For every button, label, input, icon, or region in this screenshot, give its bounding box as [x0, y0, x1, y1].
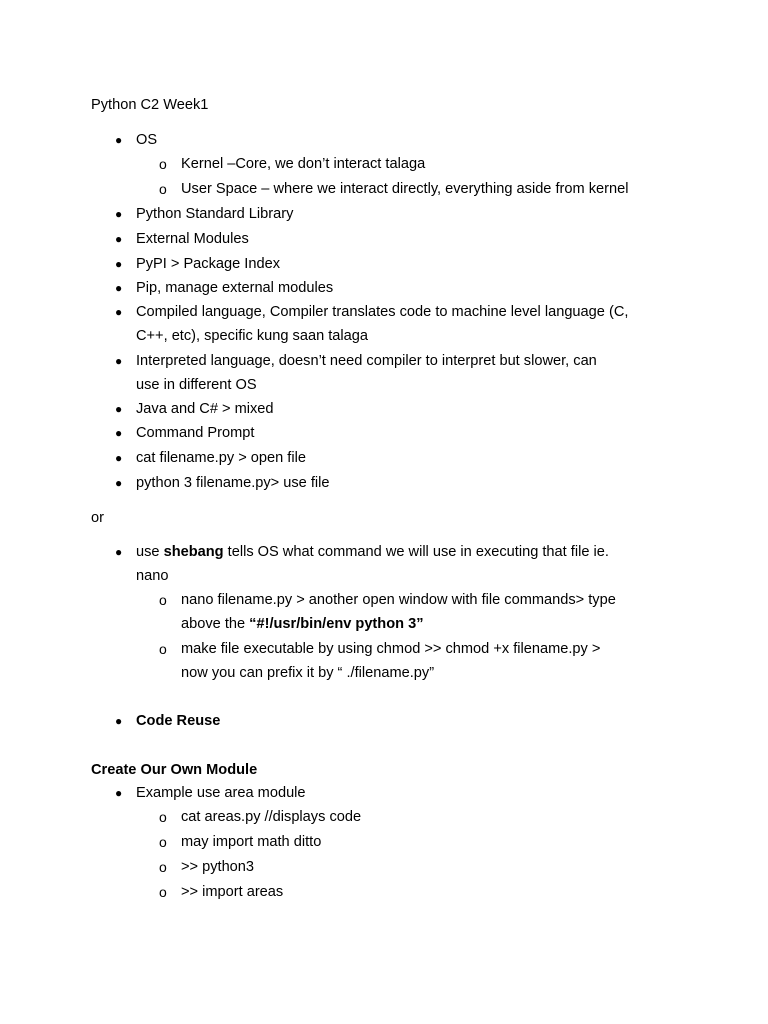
bullet-icon: ●	[115, 451, 123, 465]
list-item: OS	[136, 132, 158, 148]
list-item: cat filename.py > open file	[136, 450, 306, 466]
bullet-icon: ●	[115, 232, 123, 246]
list-item-shebang	[136, 540, 609, 564]
sub-bullet-icon: o	[159, 859, 167, 875]
bullet-icon: ●	[115, 257, 123, 271]
list-item-continuation: use in different OS	[136, 377, 257, 393]
bullet-icon: ●	[115, 305, 123, 319]
list-item: Interpreted language, doesn’t need compiler to interpret but slower, can	[136, 353, 597, 369]
bullet-icon: ●	[115, 426, 123, 440]
list-item-continuation: C++, etc), specific kung saan talaga	[136, 328, 369, 344]
sub-list-item: >> python3	[181, 859, 255, 875]
list-item: Python Standard Library	[136, 206, 294, 222]
list-item: Example use area module	[136, 785, 306, 801]
sub-list-item: Kernel –Core, we don’t interact talaga	[181, 156, 426, 172]
bullet-icon: ●	[115, 133, 123, 147]
shebang-keyword: shebang	[163, 544, 224, 560]
sub-bullet-icon: o	[159, 809, 167, 825]
sub-bullet-icon: o	[159, 641, 167, 657]
bullet-icon: ●	[115, 476, 123, 490]
bullet-icon: ●	[115, 281, 123, 295]
list-item: Java and C# > mixed	[136, 401, 274, 417]
sub-list-item: User Space – where we interact directly, everything aside from kernel	[181, 181, 629, 197]
bullet-icon: ●	[115, 545, 123, 559]
sub-list-item-continuation	[181, 612, 424, 636]
bullet-icon: ●	[115, 714, 123, 728]
sub-bullet-icon: o	[159, 156, 167, 172]
sub-list-item: make file executable by using chmod >> chmod +x filename.py >	[181, 641, 601, 657]
list-item-code-reuse: Code Reuse	[136, 713, 221, 729]
or-text: or	[91, 510, 104, 526]
sub-list-item: nano filename.py > another open window with file commands> type	[181, 592, 616, 608]
shebang-pre: use	[136, 544, 164, 560]
bullet-icon: ●	[115, 786, 123, 800]
list-item: Compiled language, Compiler translates code to machine level language (C,	[136, 304, 629, 320]
list-item-continuation: nano	[136, 568, 169, 584]
bullet-icon: ●	[115, 207, 123, 221]
sub-bullet-icon: o	[159, 592, 167, 608]
sub-list-item-continuation: now you can prefix it by “ ./filename.py”	[181, 665, 435, 681]
list-item: Pip, manage external modules	[136, 280, 334, 296]
shebang-line: “#!/usr/bin/env python 3”	[249, 616, 424, 632]
list-item: Command Prompt	[136, 425, 255, 441]
list-item: External Modules	[136, 231, 249, 247]
sub-list-item: >> import areas	[181, 884, 284, 900]
sub-bullet-icon: o	[159, 884, 167, 900]
bullet-icon: ●	[115, 402, 123, 416]
section-heading: Create Our Own Module	[91, 762, 258, 778]
list-item: PyPI > Package Index	[136, 256, 280, 272]
sub-bullet-icon: o	[159, 181, 167, 197]
sub-list-item: cat areas.py //displays code	[181, 809, 362, 825]
shebang-post: tells OS what command we will use in executing that file ie.	[223, 544, 609, 560]
bullet-icon: ●	[115, 354, 123, 368]
sub-bullet-icon: o	[159, 834, 167, 850]
list-item: python 3 filename.py> use file	[136, 475, 330, 491]
sub-list-item: may import math ditto	[181, 834, 322, 850]
nano-pre: above the	[181, 616, 250, 632]
document-title: Python C2 Week1	[91, 97, 209, 113]
